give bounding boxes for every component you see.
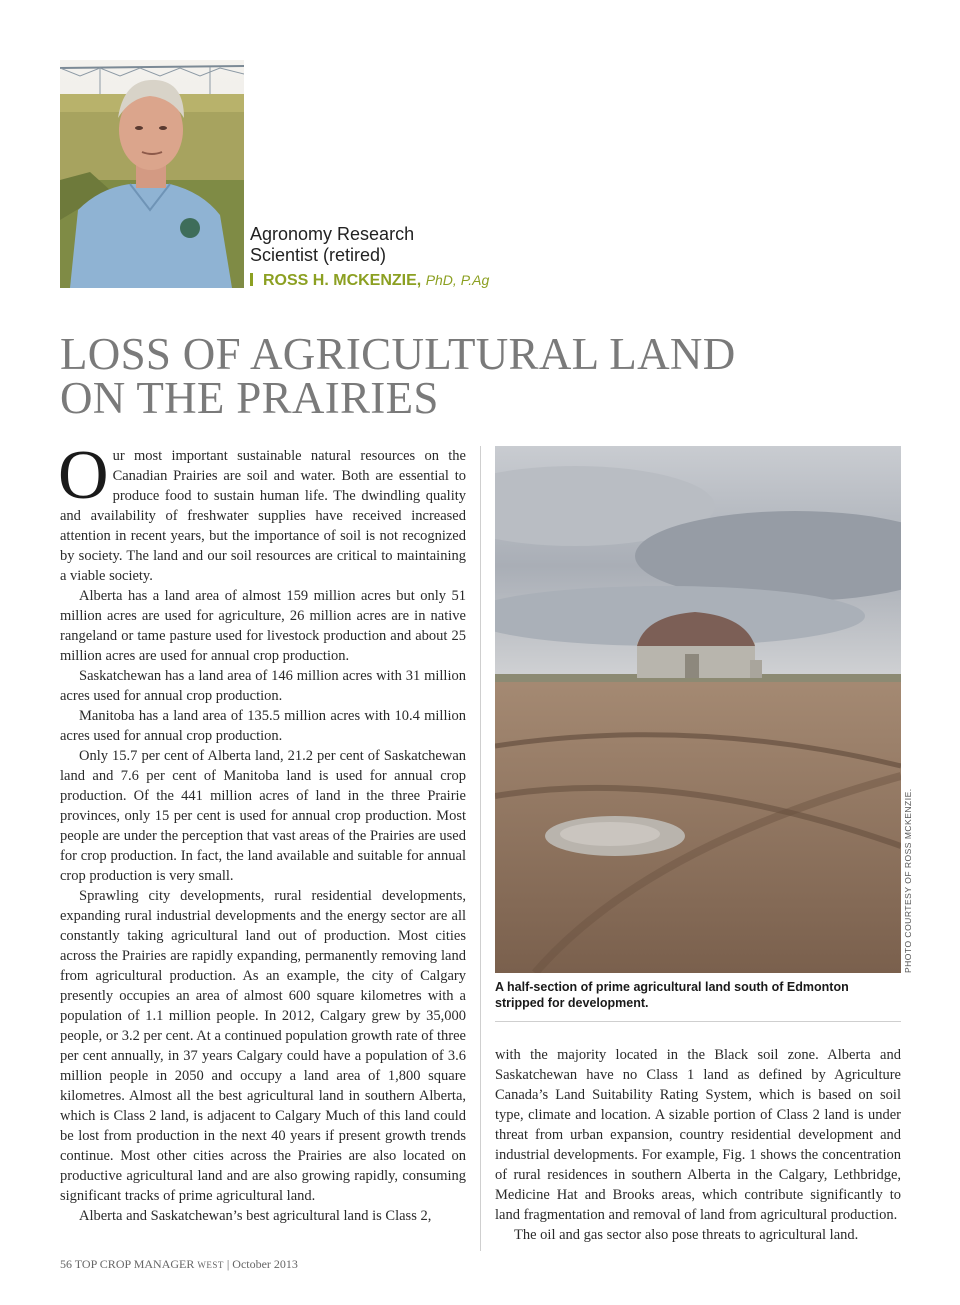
author-byline: [250, 270, 489, 291]
magazine-name: TOP CROP MANAGER: [74, 1257, 195, 1271]
page-footer: [60, 1257, 298, 1272]
author-role: [250, 224, 414, 266]
body-paragraph: Sprawling city developments, rural residential developments, expanding rural industrial developments and the energy sector are all constantly taking agricultural land out of production. Most cities across the Prairies are rapidly expanding, permanently removing land from agricultural production. As an example, the city of Calgary presently occupies an area of almost 600 square kilometres with a population of 1.1 million people. In 2012, Calgary grew by 35,000 people, or 3.2 per cent. At a continued population growth rate of three per cent annually, in 37 years Calgary could have a population of 3.6 million people in 2050 and occupy a land area of 1,800 square kilometres. Almost all the best agricultural land in southern Alberta, which is Class 2 land, is adjacent to Calgary Much of this land could be lost from production in the next 40 years if present growth trends continue. Most other cities across the Prairies are also located on productive agricultural land and are also growing rapidly, consuming significant tracks of prime agricultural land.: [60, 888, 466, 1204]
body-column-right: [495, 1045, 901, 1245]
body-paragraph: Only 15.7 per cent of Alberta land, 21.2 per cent of Saskatchewan land and 7.6 per cent of Manitoba land is used for annual crop production. Of the 441 million acres of land in the three Prairie provinces, only 15 per cent is used for annual crop production. Most people are under the perception that vast areas of the Prairies are used for crop production. In fact, the land available and suitable for annual crop production is very small.: [60, 748, 466, 884]
headline-line2: ON THE PRAIRIES: [60, 373, 439, 423]
photo-caption: A half-section of prime agricultural land south of Edmonton stripped for development.: [495, 980, 849, 1010]
body-paragraph: with the majority located in the Black soil zone. Alberta and Saskatchewan have no Class 1 land as defined by Agriculture Canada’s Land Suitability Rating System, which is based on soil type, climate and location. A sizable portion of Class 2 land is under threat from urban expansion, country residential development and industrial developments. For example, Fig. 1 shows the concentration of rural residences in southern Alberta in the Calgary, Lethbridge, Medicine Hat and Brooks areas, which contribute significantly to land fragmentation and removal of land from agricultural production.: [495, 1047, 901, 1223]
dropcap: O: [58, 437, 109, 514]
byline-bar: [250, 273, 253, 286]
author-photo: [60, 60, 244, 288]
headline-line1: LOSS OF AGRICULTURAL LAND: [60, 329, 736, 379]
author-role-line2: Scientist (retired): [250, 245, 387, 265]
issue-date: October 2013: [232, 1257, 298, 1271]
author-credentials: PhD, P.Ag: [425, 272, 490, 288]
article-headline: [60, 329, 760, 423]
page-number: 56: [60, 1257, 72, 1271]
column-divider: [480, 446, 481, 1251]
body-paragraph: The oil and gas sector also pose threats to agricultural land.: [514, 1227, 859, 1243]
paragraph-text: ur most important sustainable natural resources on the Canadian Prairies are soil and water. Both are essential to produce food to sustain human life. The dwindling quality and availability of freshwater supplies have received increased attention in recent years, but the importance of soil is not recognized by society. The land and our soil resources are critical to maintaining a viable society.: [60, 448, 466, 584]
magazine-edition: WEST: [197, 1260, 224, 1270]
caption-rule: [495, 1021, 901, 1022]
body-paragraph: Manitoba has a land area of 135.5 million acres with 10.4 million acres used for annual crop production.: [60, 708, 466, 744]
body-column-left: [58, 437, 466, 1226]
photo-credit: PHOTO COURTESY OF ROSS MCKENZIE.: [903, 788, 913, 973]
body-paragraph: Alberta has a land area of almost 159 million acres but only 51 million acres are used for agriculture, 26 million acres are in native rangeland or tame pasture used for livestock production and about 25 million acres are used for annual crop production.: [60, 588, 466, 664]
footer-separator: |: [226, 1257, 230, 1271]
author-role-line1: Agronomy Research: [250, 224, 415, 244]
body-paragraph: [58, 437, 466, 586]
barn-photo: [495, 446, 901, 973]
body-paragraph: Alberta and Saskatchewan’s best agricultural land is Class 2,: [79, 1208, 432, 1224]
body-paragraph: Saskatchewan has a land area of 146 million acres with 31 million acres used for annual crop production.: [60, 668, 466, 704]
author-name: ROSS H. MCKENZIE,: [263, 272, 422, 289]
